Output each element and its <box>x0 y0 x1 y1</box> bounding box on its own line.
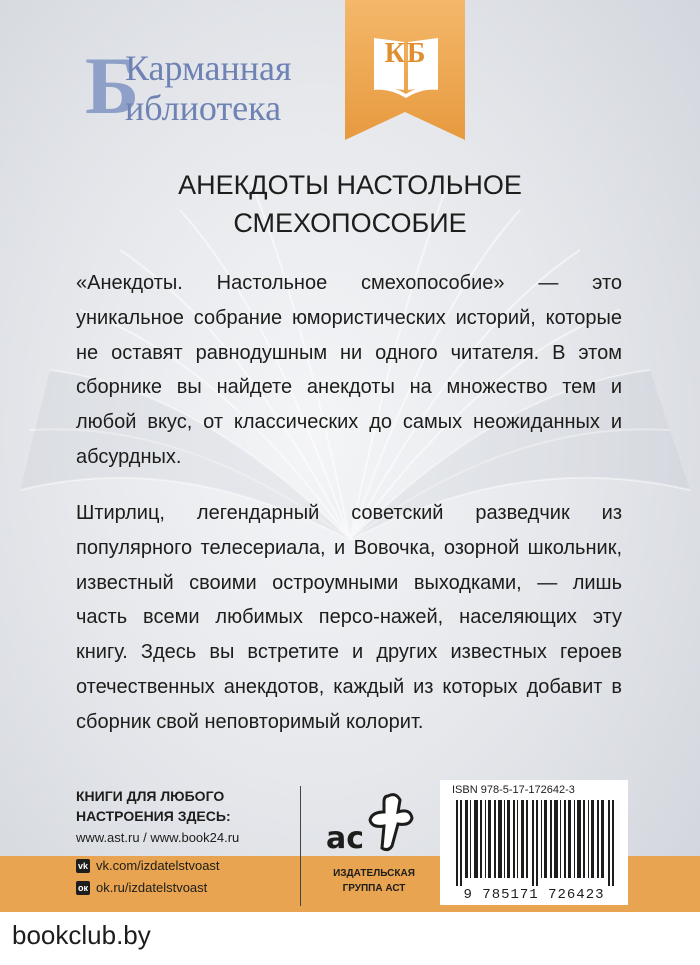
ok-link-text: ok.ru/izdatelstvoast <box>96 880 208 895</box>
series-logo-line2: иблиотека <box>125 88 282 128</box>
book-title-line2: СМЕХОПОСОБИЕ <box>233 208 467 238</box>
svg-text:ac: ac <box>326 821 365 856</box>
book-title-line1: АНЕКДОТЫ НАСТОЛЬНОЕ <box>178 170 522 200</box>
publisher-logo-icon <box>318 790 418 856</box>
series-logo <box>85 40 335 131</box>
ribbon-letters: КБ <box>384 38 428 69</box>
footer-divider <box>300 786 301 906</box>
book-title <box>0 166 700 242</box>
ok-icon: ок <box>77 882 88 893</box>
barcode-digits: 9 785171 726423 <box>463 887 605 903</box>
vk-link-text: vk.com/izdatelstvoast <box>96 858 220 873</box>
ok-link[interactable] <box>76 880 207 895</box>
publisher-name-line1: ИЗДАТЕЛЬСКАЯ <box>333 868 415 879</box>
publisher-name <box>318 866 430 896</box>
isbn-number: ISBN 978-5-17-172642-3 <box>452 784 575 796</box>
watermark-text: bookclub.by <box>12 920 151 950</box>
description-paragraph: Штирлиц, легендарный советский разведчик из популярного телесериала, и Вовочка, озорной школьник, известный своими остроумными выходками, — лишь часть всеми любимых персо-нажей, населяющих эту книгу. Здесь вы встретите и других известных героев отечественных анекдотов, каждый из которых добавит в сборник свой неповторимый колорит. <box>76 502 622 733</box>
footer-heading-line2: НАСТРОЕНИЯ ЗДЕСЬ: <box>76 808 231 824</box>
series-logo-initial: Б <box>85 40 140 131</box>
footer-heading <box>76 786 231 826</box>
footer-heading-line1: КНИГИ ДЛЯ ЛЮБОГО <box>76 788 225 804</box>
vk-icon: vk <box>77 860 88 871</box>
vk-link[interactable] <box>76 858 220 873</box>
description-paragraph: «Анекдоты. Настольное смехопособие» — это уникальное собрание юмористических историй, которые не оставят равнодушным ни одного читателя. В этом сборнике вы найдете анекдоты на множество тем и любой вкус, от классических до самых неожиданных и абсурдных. <box>76 272 622 468</box>
website-links[interactable]: www.ast.ru / www.book24.ru <box>76 830 240 845</box>
series-logo-line1: Карманная <box>125 48 292 88</box>
publisher-name-line2: ГРУППА АСТ <box>342 883 406 894</box>
barcode <box>452 800 622 886</box>
